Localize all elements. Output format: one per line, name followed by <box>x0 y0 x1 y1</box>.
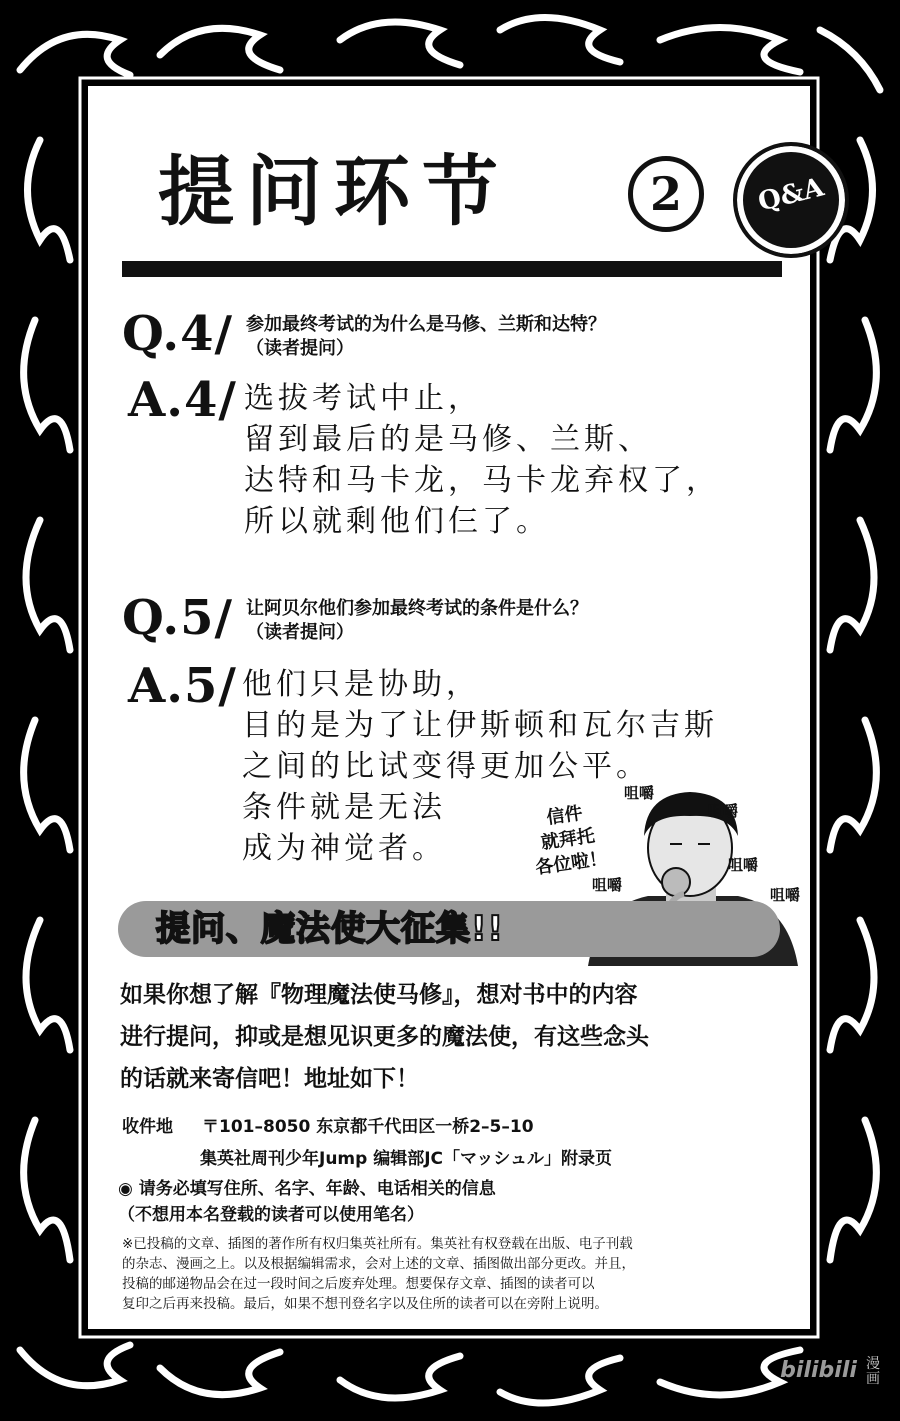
fine-print-line: 复印之后再来投稿。最后，如果不想刊登名字以及住所的读者可以在旁附上说明。 <box>122 1296 608 1312</box>
letter-request-note <box>523 799 612 881</box>
fine-print-line: ※已投稿的文章、插图的著作所有权归集英社所有。集英社有权登载在出版、电子刊载 <box>122 1236 633 1252</box>
fine-print-line: 投稿的邮递物品会在过一段时间之后废弃处理。想要保存文章、插图的读者可以 <box>122 1276 595 1292</box>
chew-sfx: 咀嚼 <box>624 784 655 802</box>
watermark-logo: bilibili <box>780 1357 857 1383</box>
title-underline <box>122 261 782 277</box>
a4-answer <box>244 378 720 542</box>
qa-badge-text: Q&A <box>755 172 827 218</box>
notice-line: （不想用本名登载的读者可以使用笔名） <box>118 1205 424 1225</box>
note-line: 信件 <box>545 802 584 829</box>
episode-number: 2 <box>628 156 704 232</box>
intro-line: 的话就来寄信吧！地址如下！ <box>120 1066 419 1092</box>
intro-line: 如果你想了解『物理魔法使马修』，想对书中的内容 <box>120 982 638 1008</box>
fine-print <box>122 1234 782 1314</box>
note-line: 就拜托 <box>539 825 597 854</box>
q4-question-line: 参加最终考试的为什么是马修、兰斯和达特？ <box>246 314 606 334</box>
title-row <box>158 142 827 262</box>
address-line-2: 集英社周刊少年Jump 编辑部JC「マッシュル」附录页 <box>200 1149 613 1169</box>
watermark-tag: 漫画 <box>866 1356 880 1387</box>
a4-label: A.4/ <box>128 372 237 428</box>
a5-answer-line: 条件就是无法 <box>242 790 446 825</box>
a4-answer-line: 所以就剩他们仨了。 <box>244 504 550 539</box>
q4-label: Q.4/ <box>122 306 234 362</box>
qa-badge <box>733 142 849 258</box>
a5-label: A.5/ <box>128 658 237 714</box>
a5-answer-line: 之间的比试变得更加公平。 <box>242 749 650 784</box>
a5-answer-line: 目的是为了让伊斯顿和瓦尔吉斯 <box>242 708 718 743</box>
chew-sfx: 咀嚼 <box>728 856 759 874</box>
intro-line: 进行提问，抑或是想见识更多的魔法使，有这些念头 <box>120 1024 649 1050</box>
q5-label: Q.5/ <box>122 590 234 646</box>
q5-question <box>246 596 588 644</box>
q4-question-source: （读者提问） <box>246 338 354 358</box>
q4-question <box>246 312 606 360</box>
a4-answer-line: 留到最后的是马修、兰斯、 <box>244 422 652 457</box>
a5-answer-line: 他们只是协助， <box>242 667 480 702</box>
address-line-1: 〒101–8050 东京都千代田区一桥2–5–10 <box>202 1117 534 1137</box>
fine-print-line: 的杂志、漫画之上。以及根据编辑需求，会对上述的文章、插图做出部分更改。并且， <box>122 1256 635 1272</box>
banner-text: 提问、魔法使大征集!! <box>156 909 505 949</box>
a4-answer-line: 选拔考试中止， <box>244 381 482 416</box>
chew-sfx: 咀嚼 <box>770 886 801 904</box>
bilibili-watermark <box>780 1357 882 1387</box>
page-title: 提问环节 <box>158 147 510 236</box>
a4-answer-line: 达特和马卡龙，马卡龙弃权了， <box>244 463 720 498</box>
content-panel <box>88 86 827 1329</box>
intro-paragraph <box>120 974 800 1100</box>
chew-sfx: 咀嚼 <box>592 876 623 894</box>
chew-sfx: 咀嚼 <box>708 802 739 820</box>
call-for-questions-banner <box>118 901 780 957</box>
required-info-notice <box>118 1176 496 1228</box>
q5-question-line: 让阿贝尔他们参加最终考试的条件是什么？ <box>246 598 588 618</box>
note-line: 各位啦！ <box>534 847 609 879</box>
address-label: 收件地 <box>122 1117 173 1137</box>
q5-question-source: （读者提问） <box>246 622 354 642</box>
notice-line: ◉ 请务必填写住所、名字、年龄、电话相关的信息 <box>118 1179 496 1199</box>
a5-answer-line: 成为神觉者。 <box>242 831 446 866</box>
